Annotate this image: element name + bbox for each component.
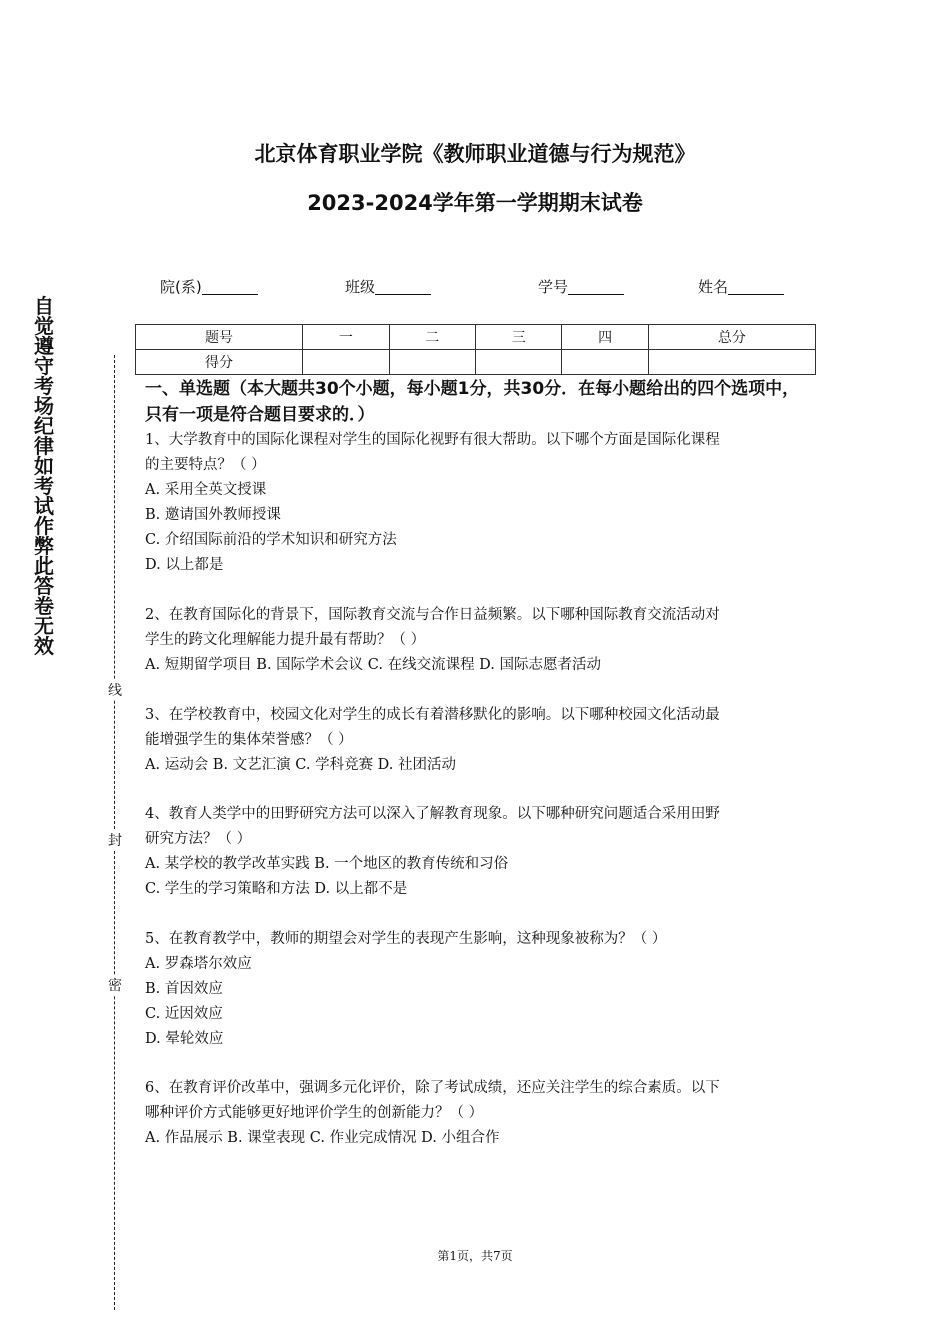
question-text: 学生的跨文化理解能力提升最有帮助？（ ）: [145, 632, 426, 648]
question-text: 1、大学教育中的国际化课程对学生的国际化视野有很大帮助。以下哪个方面是国际化课程: [145, 432, 720, 448]
score-header-cell: 二: [389, 325, 475, 350]
score-table-header-row: [136, 325, 816, 350]
score-header-cell: 三: [475, 325, 561, 350]
option-text: B. 首因效应: [145, 981, 223, 997]
class-field: 班级: [345, 276, 431, 297]
option-text: C. 介绍国际前沿的学术知识和研究方法: [145, 532, 397, 548]
score-cell: [389, 350, 475, 375]
score-header-cell: 一: [303, 325, 389, 350]
option-text: A. 运动会 B. 文艺汇演 C. 学科竞赛 D. 社团活动: [145, 757, 457, 773]
option-text: A. 罗森塔尔效应: [145, 956, 252, 972]
option-text: A. 采用全英文授课: [145, 482, 267, 498]
dept-field: 院(系): [160, 276, 258, 297]
option-text: A. 某学校的教学改革实践 B. 一个地区的教育传统和习俗: [145, 856, 509, 872]
score-cell: [562, 350, 648, 375]
seal-mark-line: 线: [106, 680, 124, 700]
option-text: D. 以上都是: [145, 557, 224, 573]
option-text: D. 晕轮效应: [145, 1031, 224, 1047]
score-header-cell: 总分: [648, 325, 815, 350]
score-cell: [475, 350, 561, 375]
score-table-score-row: [136, 350, 816, 375]
score-header-cell: 题号: [136, 325, 303, 350]
question-text: 3、在学校教育中，校园文化对学生的成长有着潜移默化的影响。以下哪种校园文化活动最: [145, 707, 720, 723]
score-header-cell: 四: [562, 325, 648, 350]
section-heading: 一、单选题（本大题共30个小题，每小题1分，共30分．在每小题给出的四个选项中，只有一项是符合题目要求的．）: [145, 379, 800, 425]
name-field: 姓名: [698, 276, 784, 297]
option-text: C. 学生的学习策略和方法 D. 以上都不是: [145, 881, 408, 897]
option-text: A. 作品展示 B. 课堂表现 C. 作业完成情况 D. 小组合作: [145, 1130, 500, 1146]
question-text: 的主要特点？（ ）: [145, 457, 266, 473]
question-text: 4、教育人类学中的田野研究方法可以深入了解教育现象。以下哪种研究问题适合采用田野: [145, 806, 720, 822]
score-cell: [303, 350, 389, 375]
option-text: A. 短期留学项目 B. 国际学术会议 C. 在线交流课程 D. 国际志愿者活动: [145, 657, 602, 673]
question-text: 2、在教育国际化的背景下，国际教育交流与合作日益频繁。以下哪种国际教育交流活动对: [145, 607, 720, 623]
question-text: 哪种评价方式能够更好地评价学生的创新能力？（ ）: [145, 1105, 484, 1121]
seal-mark-secret: 密: [106, 975, 124, 995]
page-footer: 第1页，共7页: [437, 1249, 513, 1263]
question-text: 研究方法？（ ）: [145, 831, 252, 847]
question-text: 5、在教育教学中，教师的期望会对学生的表现产生影响，这种现象被称为？（ ）: [145, 931, 667, 947]
seal-mark-seal: 封: [106, 830, 124, 850]
exam-title-line2: 2023-2024学年第一学期期末试卷: [307, 191, 643, 215]
question-text: 6、在教育评价改革中，强调多元化评价，除了考试成绩，还应关注学生的综合素质。以下: [145, 1080, 720, 1096]
student-no-field: 学号: [538, 276, 624, 297]
question-text: 能增强学生的集体荣誉感？（ ）: [145, 732, 353, 748]
option-text: C. 近因效应: [145, 1006, 223, 1022]
score-cell: [648, 350, 815, 375]
option-text: B. 邀请国外教师授课: [145, 507, 281, 523]
exam-title-line1: 北京体育职业学院《教师职业道德与行为规范》: [254, 142, 696, 166]
exam-discipline-notice: 自觉遵守考场纪律如考试作弊此答卷无效: [34, 294, 54, 658]
score-row-label: 得分: [136, 350, 303, 375]
score-table: [135, 324, 816, 375]
